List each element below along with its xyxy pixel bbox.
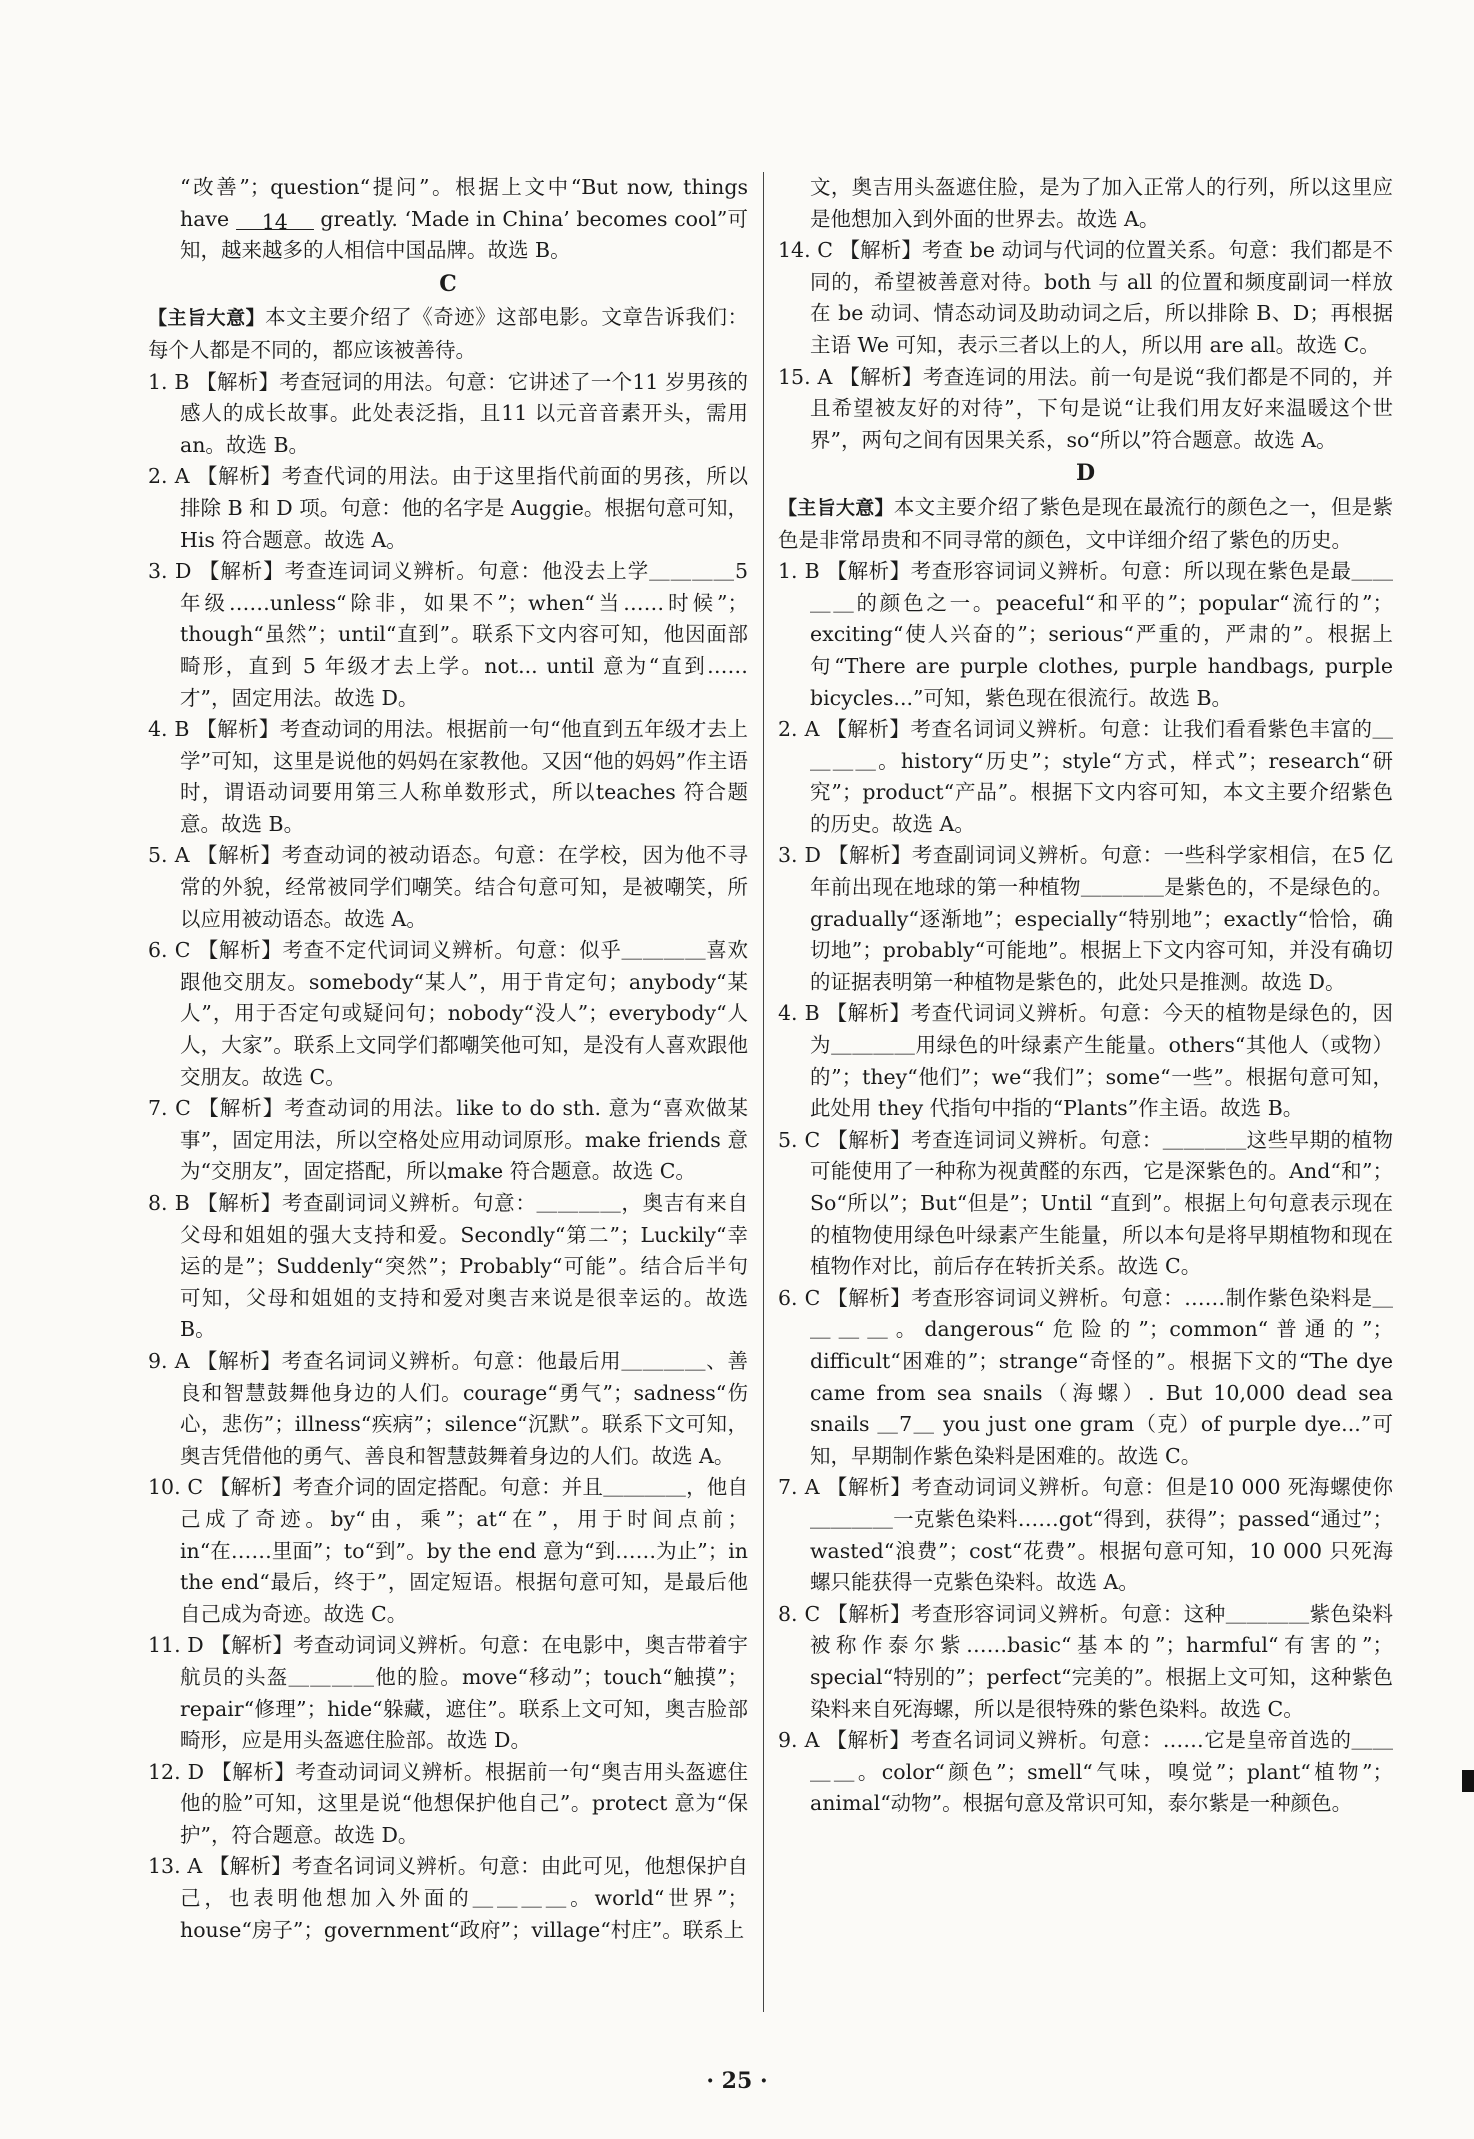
answer-item: [148, 461, 748, 556]
answer-item: [148, 714, 748, 840]
summary-d: [778, 492, 1393, 556]
answer-number: 5. A: [148, 843, 190, 868]
answer-item: [778, 714, 1393, 840]
answer-number: 2. A: [778, 717, 820, 742]
answer-explanation: 【解析】考查动词词义辨析。句意：但是10 000 死海螺使你＿＿＿＿一克紫色染料……got“得到，获得”；passed“通过”；wasted“浪费”；cost“花费”。根据句意可知，10 000 只死海螺只能获得一克紫色染料。故选 A。: [810, 1475, 1393, 1595]
answer-explanation: 【解析】考查名词词义辨析。句意：由此可见，他想保护自己，也表明他想加入外面的＿＿＿＿。world“世界”；house“房子”；government“政府”；village“村庄”。联系上: [180, 1854, 748, 1942]
answer-item: [148, 1188, 748, 1346]
answer-number: 13. A: [148, 1854, 203, 1879]
answer-item: [778, 556, 1393, 714]
answer-explanation: 【解析】考查副词词义辨析。句意：一些科学家相信，在5 亿年前出现在地球的第一种植物＿＿＿＿是紫色的，不是绿色的。gradually“逐渐地”；especially“特别地”；exactly“恰恰，确切地”；probably“可能地”。根据上下文内容可知，并没有确切的证据表明第一种植物是紫色的，此处只是推测。故选 D。: [810, 843, 1393, 994]
item-13-continuation: 文，奥吉用头盔遮住脸，是为了加入正常人的行列，所以这里应是他想加入到外面的世界去。故选 A。: [810, 175, 1393, 231]
answer-item: [778, 1725, 1393, 1820]
answer-explanation: 【解析】考查副词词义辨析。句意：＿＿＿＿，奥吉有来自父母和姐姐的强大支持和爱。Secondly“第二”；Luckily“幸运的是”；Suddenly“突然”；Probably“可能”。结合后半句可知，父母和姐姐的支持和爱对奥吉来说是很幸运的。故选 B。: [180, 1191, 748, 1342]
right-column: [778, 172, 1393, 1820]
answer-number: 14. C: [778, 238, 833, 263]
answer-explanation: 【解析】考查代词的用法。由于这里指代前面的男孩，所以排除 B 和 D 项。句意：他的名字是 Auggie。根据句意可知，His 符合题意。故选 A。: [180, 464, 748, 552]
answer-item: [778, 362, 1393, 457]
answer-number: 11. D: [148, 1633, 204, 1658]
answer-item: [778, 1125, 1393, 1283]
summary-text: 本文主要介绍了紫色是现在最流行的颜色之一，但是紫色是非常昂贵和不同寻常的颜色，文中详细介绍了紫色的历史。: [778, 494, 1393, 552]
answer-explanation: 【解析】考查动词词义辨析。根据前一句“奥吉用头盔遮住他的脸”可知，这里是说“他想保护他自己”。protect 意为“保护”，符合题意。故选 D。: [180, 1759, 748, 1847]
answer-explanation: 【解析】考查连词词义辨析。句意：＿＿＿＿这些早期的植物可能使用了一种称为视黄醛的东西，它是深紫色的。And“和”；So“所以”；But“但是”；Until “直到”。根据上句句意表示现在的植物使用绿色叶绿素产生能量，所以本句是将早期植物和现在植物作对比，前后存在转折关系。故选 C。: [810, 1127, 1393, 1279]
edge-mark: [1462, 1770, 1474, 1792]
answer-number: 8. C: [778, 1601, 821, 1626]
answer-number: 10. C: [148, 1475, 204, 1500]
answer-number: 5. C: [778, 1127, 821, 1152]
answer-item: [148, 1851, 748, 1946]
section-heading-d: D: [1075, 460, 1096, 487]
answer-explanation: 【解析】考查形容词词义辨析。句意：这种＿＿＿＿紫色染料被称作泰尔紫……basic“基本的”；harmful“有害的”；special“特别的”；perfect“完美的”。根据上文可知，这种紫色染料来自死海螺，所以是很特殊的紫色染料。故选 C。: [810, 1601, 1393, 1721]
answer-number: 3. D: [148, 559, 192, 584]
intro-text: “改善”；question“提问”。根据上文中“But now, things have: [180, 175, 748, 231]
answer-number: 4. B: [778, 1001, 820, 1026]
answer-number: 6. C: [148, 938, 191, 963]
answer-explanation: 【解析】考查代词词义辨析。句意：今天的植物是绿色的，因为＿＿＿＿用绿色的叶绿素产生能量。others“其他人（或物）的”；they“他们”；we“我们”；some“一些”。根据句意可知，此处用 they 代指句中指的“Plants”作主语。故选 B。: [810, 1001, 1393, 1121]
answer-explanation: 【解析】考查形容词词义辨析。句意：……制作紫色染料是＿＿＿＿。dangerous“危险的”；common“普通的”；difficult“困难的”；strange“奇怪的”。根据下文的“The dye came from sea snails（海螺）. But 10,000 dead sea snails ＿7＿ you just one gram（克）of purple dye...”可知，早期制作紫色染料是困难的。故选 C。: [810, 1285, 1393, 1468]
answer-item: [148, 935, 748, 1093]
left-column: [148, 172, 748, 1946]
page-number: · 25 ·: [706, 2068, 768, 2094]
answer-explanation: 【解析】考查名词词义辨析。句意：他最后用＿＿＿＿、善良和智慧鼓舞他身边的人们。courage“勇气”；sadness“伤心，悲伤”；illness“疾病”；silence“沉默”。联系下文可知，奥吉凭借他的勇气、善良和智慧鼓舞着身边的人们。故选 A。: [180, 1348, 748, 1468]
answer-number: 1. B: [148, 369, 190, 394]
answer-number: 7. C: [148, 1096, 191, 1121]
intro-text-2: greatly. ‘Made in China’ becomes cool”可知，越来越多的人相信中国品牌。故选 B。: [180, 206, 748, 263]
answer-item: [148, 1472, 748, 1630]
answer-list-c: [148, 367, 748, 1947]
answer-explanation: 【解析】考查动词词义辨析。句意：在电影中，奥吉带着宇航员的头盔＿＿＿＿他的脸。move“移动”；touch“触摸”；repair“修理”；hide“躲藏，遮住”。联系上文可知，奥吉脸部畸形，应是用头盔遮住脸部。故选 D。: [180, 1633, 748, 1753]
answer-item: [148, 1346, 748, 1472]
answer-number: 12. D: [148, 1759, 205, 1784]
answer-list-d: [778, 556, 1393, 1820]
intro-continuation: [148, 172, 748, 267]
answer-number: 6. C: [778, 1285, 821, 1310]
section-heading-c: C: [439, 270, 457, 297]
answer-item: [148, 1093, 748, 1188]
answer-number: 9. A: [148, 1348, 190, 1373]
answer-explanation: 【解析】考查名词词义辨析。句意：让我们看看紫色丰富的＿＿＿＿。history“历史”；style“方式，样式”；research“研究”；product“产品”。根据下文内容可知，本文主要介绍紫色的历史。故选 A。: [810, 717, 1393, 836]
inline-blank: 14: [236, 207, 314, 230]
answer-item: [778, 998, 1393, 1124]
answer-item: [148, 1757, 748, 1852]
answer-number: 4. B: [148, 717, 190, 742]
answer-explanation: 【解析】考查动词的用法。like to do sth. 意为“喜欢做某事”，固定用法，所以空格处应用动词原形。make friends 意为“交朋友”，固定搭配，所以make 符合题意。故选 C。: [180, 1096, 748, 1184]
answer-number: 9. A: [778, 1728, 820, 1753]
answer-number: 1. B: [778, 559, 820, 584]
answer-explanation: 【解析】考查 be 动词与代词的位置关系。句意：我们都是不同的，希望被善意对待。both 与 all 的位置和频度副词一样放在 be 动词、情态动词及助动词之后，所以排除 B、D；再根据主语 We 可知，表示三者以上的人，所以用 are all。故选 C。: [810, 238, 1393, 357]
answer-explanation: 【解析】考查连词词义辨析。句意：他没去上学＿＿＿＿5 年级……unless“除非，如果不”；when“当……时候”；though“虽然”；until“直到”。联系下文内容可知，他因面部畸形，直到 5 年级才去上学。not... until 意为“直到……才”，固定用法。故选 D。: [180, 559, 748, 710]
answer-explanation: 【解析】考查冠词的用法。句意：它讲述了一个11 岁男孩的感人的成长故事。此处表泛指，且11 以元音音素开头，需用 an。故选 B。: [180, 369, 749, 457]
answer-item: [148, 840, 748, 935]
answer-explanation: 【解析】考查不定代词词义辨析。句意：似乎＿＿＿＿喜欢跟他交朋友。somebody“某人”，用于肯定句；anybody“某人”，用于否定句或疑问句；nobody“没人”；everybody“人人，大家”。联系上文同学们都嘲笑他可知，是没有人喜欢跟他交朋友。故选 C。: [180, 938, 749, 1089]
answer-explanation: 【解析】考查介词的固定搭配。句意：并且＿＿＿＿，他自己成了奇迹。by“由，乘”；at“在”，用于时间点前；in“在……里面”；to“到”。by the end 意为“到……为止”；in the end“最后，终于”，固定短语。根据句意可知，是最后他自己成为奇迹。故选 C。: [180, 1475, 748, 1626]
answer-number: 8. B: [148, 1191, 190, 1215]
summary-tag: 【主旨大意】: [778, 496, 894, 519]
summary-c: [148, 302, 748, 366]
answer-item: [778, 1599, 1393, 1725]
answer-explanation: 【解析】考查形容词词义辨析。句意：所以现在紫色是最＿＿＿＿的颜色之一。peaceful“和平的”；popular“流行的”；exciting“使人兴奋的”；serious“严重的，严肃的”。根据上句“There are purple clothes, purple handbags, purple bicycles...”可知，紫色现在很流行。故选 B。: [810, 559, 1393, 710]
answer-list-c-cont: [778, 235, 1393, 456]
answer-item: [148, 1630, 748, 1756]
answer-explanation: 【解析】考查名词词义辨析。句意：……它是皇帝首选的＿＿＿＿。color“颜色”；smell“气味，嗅觉”；plant“植物”；animal“动物”。根据句意及常识可知，泰尔紫是一种颜色。: [810, 1728, 1393, 1816]
answer-item: [778, 840, 1393, 998]
answer-explanation: 【解析】考查动词的被动语态。句意：在学校，因为他不寻常的外貌，经常被同学们嘲笑。结合句意可知，是被嘲笑，所以应用被动语态。故选 A。: [180, 843, 748, 931]
answer-explanation: 【解析】考查连词的用法。前一句是说“我们都是不同的，并且希望被友好的对待”，下句是说“让我们用友好来温暖这个世界”，两句之间有因果关系，so“所以”符合题意。故选 A。: [810, 364, 1393, 452]
summary-tag: 【主旨大意】: [148, 307, 266, 330]
answer-item: [778, 235, 1393, 361]
answer-explanation: 【解析】考查动词的用法。根据前一句“他直到五年级才去上学”可知，这里是说他的妈妈在家教他。又因“他的妈妈”作主语时，谓语动词要用第三人称单数形式，所以teaches 符合题意。故选 B。: [180, 717, 749, 836]
answer-number: 15. A: [778, 364, 833, 389]
answer-number: 3. D: [778, 843, 821, 868]
answer-item: [778, 1283, 1393, 1473]
answer-number: 2. A: [148, 464, 190, 489]
answer-item: [148, 556, 748, 714]
answer-item: [778, 1472, 1393, 1598]
column-divider: [763, 172, 764, 2012]
answer-item: [148, 367, 748, 462]
summary-text: 本文主要介绍了《奇迹》这部电影。文章告诉我们：每个人都是不同的，都应该被善待。: [148, 305, 748, 362]
answer-number: 7. A: [778, 1475, 820, 1500]
